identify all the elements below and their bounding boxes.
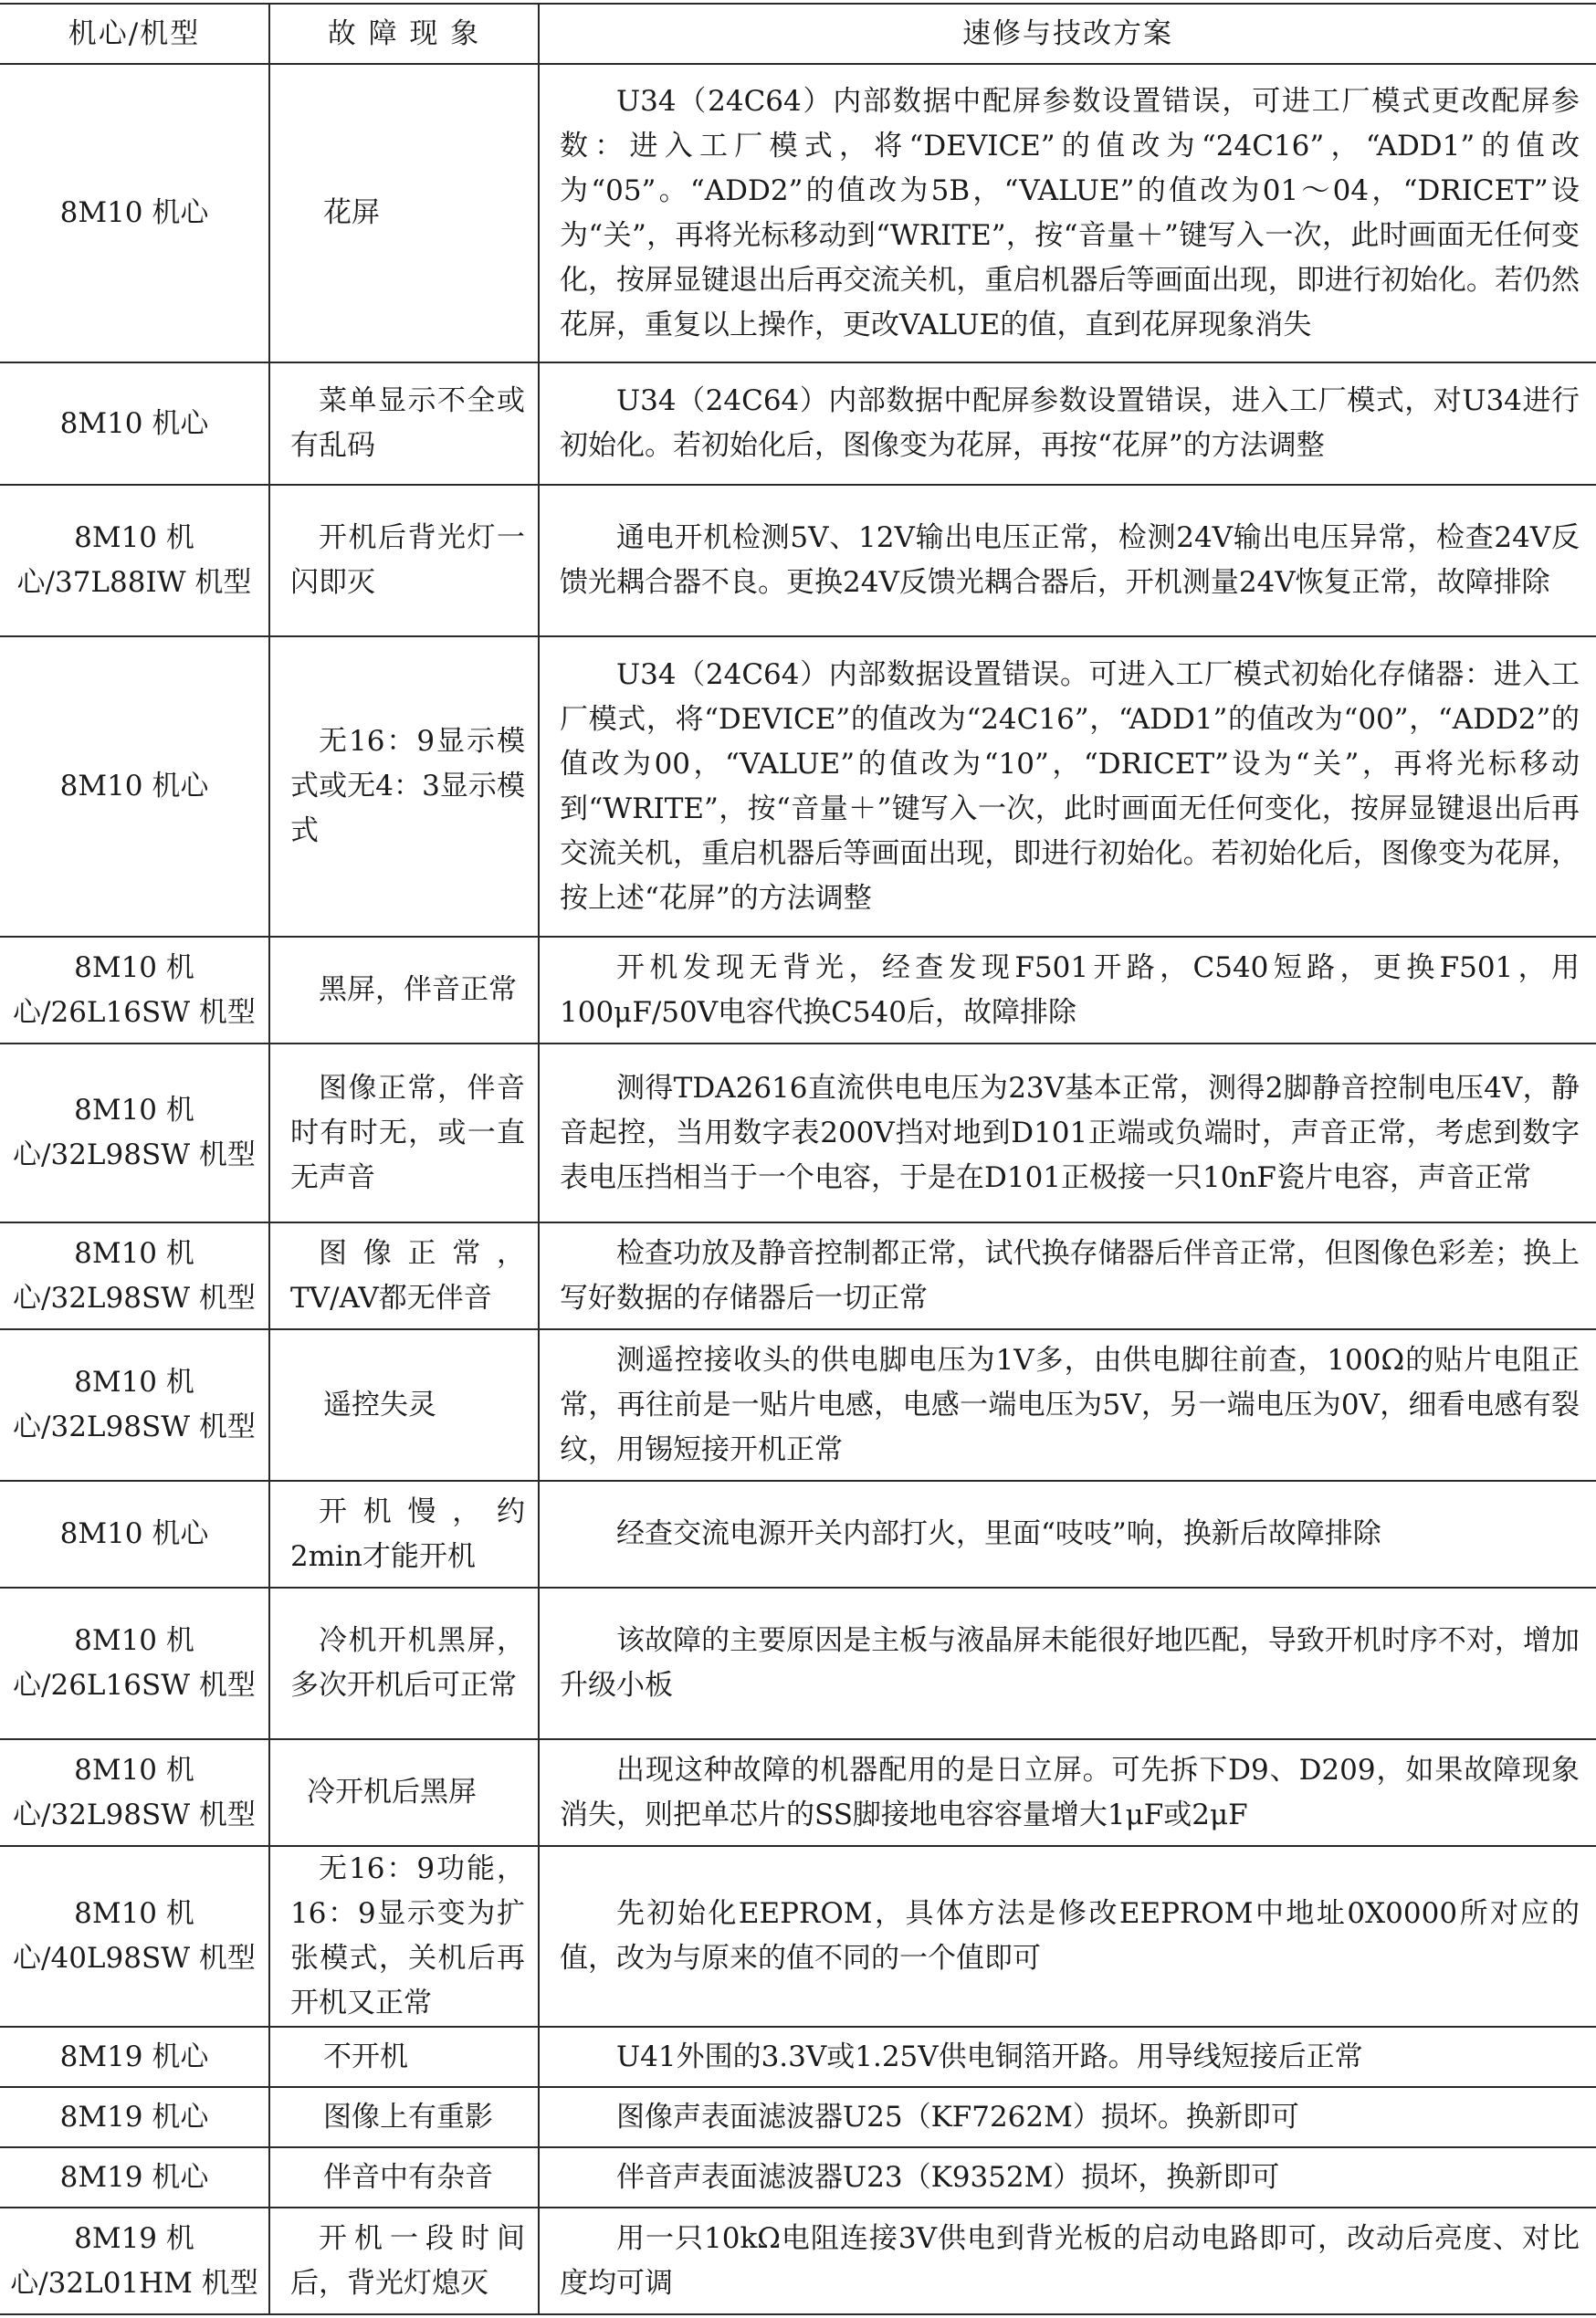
model-cell [0, 1588, 269, 1739]
table-row [0, 1222, 1596, 1329]
model-text: 8M10 机心/37L88IW 机型 [16, 521, 252, 599]
table-row [0, 2027, 1596, 2087]
table-header-row [0, 4, 1596, 64]
table-row [0, 64, 1596, 362]
fault-text: 伴音中有杂音 [323, 2160, 493, 2194]
table-row [0, 1739, 1596, 1846]
solution-text: U34（24C64）内部数据设置错误。可进入工厂模式初始化存储器：进入工厂模式，将“DEVICE”的值改为“24C16”，“ADD1”的值改为“00”，“ADD2”的值改为00，“VALUE”的值改为“10”，“DRICET”设为“关”，再将光标移动到“WRITE”，按“音量＋”键写入一次，此时画面无任何变化，按屏显键退出后再交流关机，重启机器后等画面出现，即进行初始化。若初始化后，图像变为花屏，按上述“花屏”的方法调整 [560, 657, 1580, 915]
solution-cell [539, 1846, 1596, 2027]
fault-text: 黑屏，伴音正常 [319, 973, 517, 1006]
repair-table [0, 3, 1596, 2315]
solution-text: 开机发现无背光，经查发现F501开路，C540短路，更换F501，用100μF/50V电容代换C540后，故障排除 [560, 950, 1580, 1029]
model-cell: 8M19 机心 [0, 2027, 269, 2087]
table-row [0, 485, 1596, 636]
fault-cell [269, 636, 539, 937]
fault-text: 图像正常，伴音时有时无，或一直无声音 [290, 1071, 525, 1194]
solution-cell [539, 2087, 1596, 2147]
solution-text: 先初始化EEPROM，具体方法是修改EEPROM中地址0X0000所对应的值，改为与原来的值不同的一个值即可 [560, 1897, 1580, 1975]
fault-cell [269, 2147, 539, 2208]
fault-text: 无16：9显示模式或无4：3显示模式 [290, 725, 525, 847]
solution-text: 伴音声表面滤波器U23（K9352M）损坏，换新即可 [616, 2160, 1280, 2194]
solution-text: 检查功放及静音控制都正常，试代换存储器后伴音正常，但图像色彩差；换上写好数据的存储器后一切正常 [560, 1236, 1580, 1315]
model-text: 8M10 机心/32L98SW 机型 [13, 1753, 256, 1831]
header-model: 机心/机型 [0, 4, 269, 64]
solution-text: U41外围的3.3V或1.25V供电铜箔开路。用导线短接后正常 [616, 2040, 1363, 2073]
fault-cell [269, 937, 539, 1044]
fault-cell [269, 485, 539, 636]
solution-text: 通电开机检测5V、12V输出电压正常，检测24V输出电压异常，检查24V反馈光耦合器不良。更换24V反馈光耦合器后，开机测量24V恢复正常，故障排除 [560, 521, 1580, 599]
solution-cell [539, 362, 1596, 485]
table-row [0, 1588, 1596, 1739]
fault-text: 无16：9功能，16：9显示变为扩张模式，关机后再开机又正常 [290, 1852, 525, 2019]
fault-cell [269, 64, 539, 362]
model-cell [0, 1329, 269, 1481]
table-row [0, 2208, 1596, 2314]
solution-cell [539, 2208, 1596, 2314]
solution-cell [539, 1329, 1596, 1481]
model-cell: 8M19 机心 [0, 2147, 269, 2208]
solution-text: 图像声表面滤波器U25（KF7262M）损坏。换新即可 [616, 2100, 1299, 2134]
solution-text: 用一只10kΩ电阻连接3V供电到背光板的启动电路即可，改动后亮度、对比度均可调 [560, 2221, 1580, 2300]
solution-text: U34（24C64）内部数据中配屏参数设置错误，可进工厂模式更改配屏参数：进入工厂模式，将“DEVICE”的值改为“24C16”，“ADD1”的值改为“05”。“ADD2”的值改为5B，“VALUE”的值改为01～04，“DRICET”设为“关”，再将光标移动到“WRITE”，按“音量＋”键写入一次，此时画面无任何变化，按屏显键退出后再交流关机，重启机器后等画面出现，即进行初始化。若仍然花屏，重复以上操作，更改VALUE的值，直到花屏现象消失 [560, 84, 1580, 341]
header-fault: 故 障 现 象 [269, 4, 539, 64]
table-row [0, 2147, 1596, 2208]
model-cell: 8M10 机心 [0, 362, 269, 485]
model-cell [0, 2208, 269, 2314]
model-text: 8M10 机心/26L16SW 机型 [13, 950, 256, 1029]
fault-cell [269, 2208, 539, 2314]
fault-text: 开机慢，约2min才能开机 [290, 1495, 525, 1573]
model-cell [0, 1222, 269, 1329]
solution-cell [539, 64, 1596, 362]
model-cell: 8M10 机心 [0, 1481, 269, 1588]
fault-text: 图像上有重影 [323, 2100, 493, 2134]
table-row [0, 2087, 1596, 2147]
fault-cell [269, 1846, 539, 2027]
fault-text: 开机一段时间后，背光灯熄灭 [290, 2221, 525, 2300]
fault-cell [269, 2087, 539, 2147]
solution-text: U34（24C64）内部数据中配屏参数设置错误，进入工厂模式，对U34进行初始化。若初始化后，图像变为花屏，再按“花屏”的方法调整 [560, 384, 1580, 462]
solution-cell [539, 937, 1596, 1044]
model-cell: 8M10 机心 [0, 64, 269, 362]
model-text: 8M10 机心/32L98SW 机型 [13, 1094, 256, 1171]
model-text: 8M10 机心/32L98SW 机型 [13, 1366, 256, 1443]
table-row [0, 1846, 1596, 2027]
fault-text: 图像正常，TV/AV都无伴音 [290, 1236, 525, 1315]
model-cell: 8M10 机心 [0, 636, 269, 937]
fault-cell [269, 1588, 539, 1739]
solution-cell [539, 2147, 1596, 2208]
table-row [0, 1044, 1596, 1222]
model-text: 8M19 机心/32L01HM 机型 [10, 2221, 258, 2300]
solution-cell [539, 485, 1596, 636]
solution-text: 该故障的主要原因是主板与液晶屏未能很好地匹配，导致开机时序不对，增加升级小板 [560, 1624, 1580, 1702]
table-row [0, 937, 1596, 1044]
model-cell [0, 485, 269, 636]
fault-text: 冷开机后黑屏 [307, 1776, 477, 1809]
fault-cell [269, 362, 539, 485]
header-solution: 速修与技改方案 [539, 4, 1596, 64]
fault-cell [269, 1329, 539, 1481]
fault-cell [269, 1222, 539, 1329]
model-text: 8M10 机心/26L16SW 机型 [13, 1624, 256, 1702]
fault-text: 遥控失灵 [323, 1388, 436, 1421]
table-row [0, 636, 1596, 937]
solution-cell [539, 2027, 1596, 2087]
solution-cell [539, 1481, 1596, 1588]
model-cell [0, 1739, 269, 1846]
model-cell: 8M19 机心 [0, 2087, 269, 2147]
fault-cell [269, 1739, 539, 1846]
model-cell [0, 1044, 269, 1222]
model-cell [0, 937, 269, 1044]
fault-text: 菜单显示不全或有乱码 [290, 384, 525, 462]
model-text: 8M10 机心/32L98SW 机型 [13, 1236, 256, 1315]
solution-cell [539, 1739, 1596, 1846]
fault-cell [269, 2027, 539, 2087]
solution-text: 出现这种故障的机器配用的是日立屏。可先拆下D9、D209，如果故障现象消失，则把单芯片的SS脚接地电容容量增大1μF或2μF [560, 1753, 1580, 1831]
fault-cell [269, 1044, 539, 1222]
solution-text: 测得TDA2616直流供电电压为23V基本正常，测得2脚静音控制电压4V，静音起控，当用数字表200V挡对地到D101正端或负端时，声音正常，考虑到数字表电压挡相当于一个电容，于是在D101正极接一只10nF瓷片电容，声音正常 [560, 1071, 1580, 1194]
solution-text: 经查交流电源开关内部打火，里面“吱吱”响，换新后故障排除 [616, 1517, 1381, 1550]
fault-text: 冷机开机黑屏，多次开机后可正常 [290, 1624, 525, 1702]
fault-cell [269, 1481, 539, 1588]
table-row [0, 1481, 1596, 1588]
solution-cell [539, 1222, 1596, 1329]
solution-cell [539, 1588, 1596, 1739]
solution-cell [539, 1044, 1596, 1222]
fault-text: 不开机 [323, 2040, 408, 2073]
model-cell [0, 1846, 269, 2027]
solution-text: 测遥控接收头的供电脚电压为1V多，由供电脚往前查，100Ω的贴片电阻正常，再往前是一贴片电感，电感一端电压为5V，另一端电压为0V，细看电感有裂纹，用锡短接开机正常 [560, 1343, 1580, 1466]
fault-text: 开机后背光灯一闪即灭 [290, 521, 525, 599]
table-row [0, 362, 1596, 485]
model-text: 8M10 机心/40L98SW 机型 [13, 1897, 256, 1975]
table-row [0, 1329, 1596, 1481]
solution-cell [539, 636, 1596, 937]
fault-text: 花屏 [323, 196, 380, 229]
